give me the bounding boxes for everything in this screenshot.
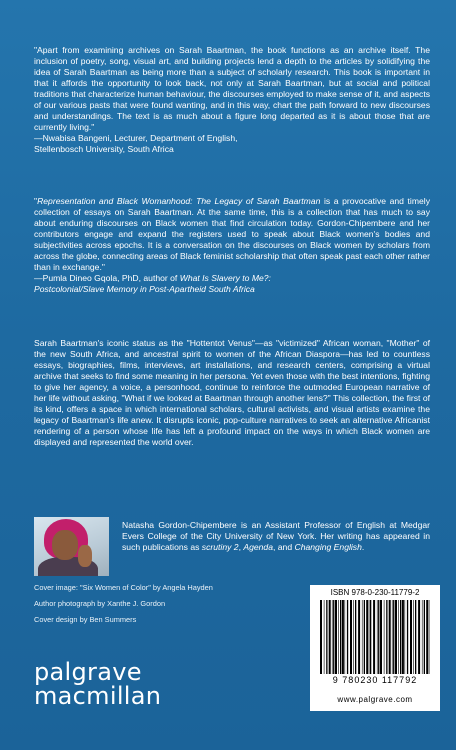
- isbn-label: ISBN 978-0-230-11779-2: [330, 588, 420, 597]
- separator: ,: [238, 542, 244, 552]
- bio-text: Natasha Gordon-Chipembere is an Assistant Professor of English at Medgar Evers College of the City University of New York. Her writing has appeared in such publications as: [122, 520, 430, 552]
- endorsement-attribution: —Nwabisa Bangeni, Lecturer, Department of English,: [34, 133, 238, 143]
- barcode-icon: [320, 600, 430, 674]
- endorsement-text: "Apart from examining archives on Sarah Baartman, the book functions as an archive itself. The inclusion of poetry, song, visual art, and building projects lend a depth to the articles by solidifying the idea of Sarah Baartman as being more than a subject of scholarly research. This book is important in that it affords the opportunity to look back, not only at Sarah Baartman, but at social and political traditions that characterize human behaviour, the discourses employed to make sense of it, and aspects of our various pasts that were found wanting, and in this way, chart the path forward to new discourses and understandings. The text is as much about a figure long departed as it is about those that are currently living.": [34, 45, 430, 132]
- attribution-book: What Is Slavery to Me?:: [179, 273, 271, 283]
- attribution-prefix: —Pumla Dineo Gqola, PhD, author of: [34, 273, 180, 283]
- credits: [34, 583, 254, 631]
- barcode-digits: 9 780230 117792: [332, 675, 418, 685]
- book-description: [34, 338, 430, 448]
- publication-3: Changing English: [294, 542, 362, 552]
- author-section: [34, 517, 430, 581]
- endorsement-body: is a provocative and timely collection of essays on Sarah Baartman. At the same time, this is a collection that has much to say about enduring discourses on Black women that find circulation today. Gordon-Chipembere and her contributors engage and expand the registers used to speak about Black women's bodies and subjectivities across epochs. It is a conversation on the discourses on Black women by scholars from across the globe, connecting areas of Black feminist scholarship that often speak past each other rather than in exchange.": [34, 196, 430, 272]
- publisher-logo: [34, 660, 161, 708]
- barcode-panel: [310, 585, 440, 711]
- publisher-name-line1: palgrave: [34, 658, 142, 686]
- author-photo-credit: Author photograph by Xanthe J. Gordon: [34, 599, 166, 608]
- endorsement-bangeni: [34, 45, 430, 155]
- publisher-name-line2: macmillan: [34, 682, 162, 710]
- author-bio: [122, 520, 430, 553]
- description-text: Sarah Baartman's iconic status as the "Hottentot Venus"—as "victimized" African woman, "Mother" of the new South Africa, and ancestral spirit to women of the African Diaspora—has led to countless essays, biographies, films, interviews, art installations, and research centers, comprising a virtual archive that seeks to find some meaning in her persona. Yet even those with the best intentions, fighting to give her agency, a voice, a personhood, continue to reinforce the outmoded European narrative of her life without asking, "What if we looked at Baartman through another lens?" This collection, the first of its kind, offers a space in which international scholars, cultural activists, and visual artists examine the legacy of Baartman's life anew. It disrupts iconic, pop-culture narratives to seek an alternative Africanist rendering of a person whose life has left a profound impact on the ways in which Black women are displayed and represented the world over.: [34, 338, 430, 447]
- endorsement-text: [34, 196, 430, 273]
- period: .: [361, 542, 365, 552]
- endorsement-attribution: [34, 273, 430, 284]
- endorsement-affiliation: Stellenbosch University, South Africa: [34, 144, 174, 154]
- cover-image-credit: Cover image: "Six Women of Color" by Angela Hayden: [34, 583, 213, 592]
- author-photo: [34, 517, 109, 576]
- publication-2: Agenda: [243, 542, 273, 552]
- attribution-book-subtitle: Postcolonial/Slave Memory in Post-Apartheid South Africa: [34, 284, 255, 294]
- publisher-url: www.palgrave.com: [337, 695, 413, 704]
- open-quote: ": [34, 196, 38, 206]
- cover-design-credit: Cover design by Ben Summers: [34, 615, 137, 624]
- endorsement-gqola: [34, 196, 430, 295]
- publication-1: scrutiny 2: [201, 542, 239, 552]
- book-title: Representation and Black Womanhood: The Legacy of Sarah Baartman: [37, 196, 321, 206]
- separator: , and: [272, 542, 295, 552]
